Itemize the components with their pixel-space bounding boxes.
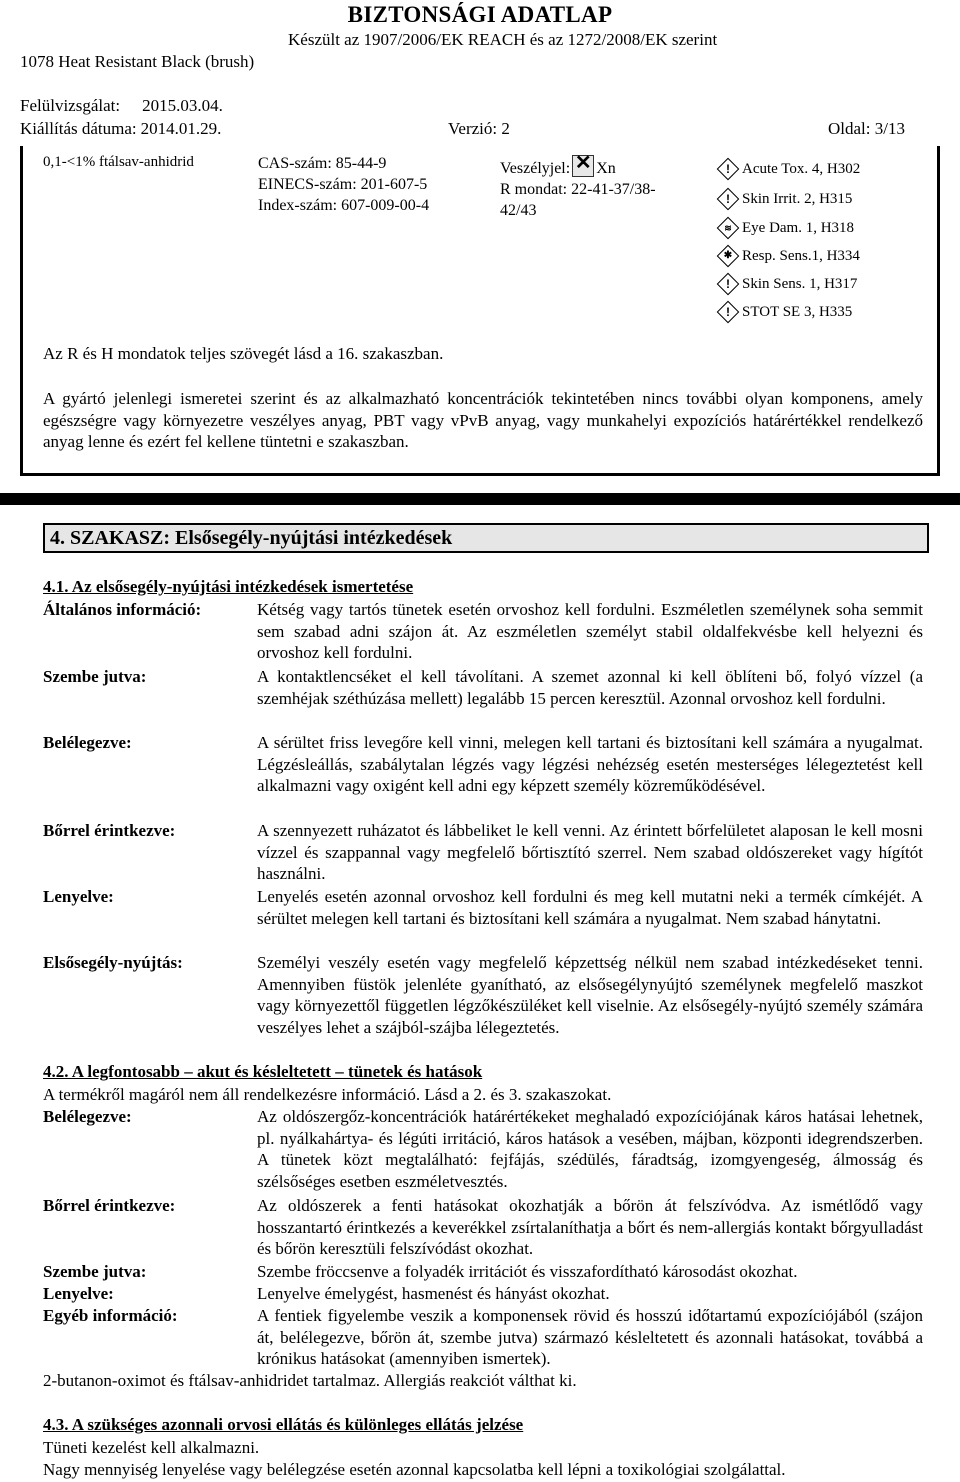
component-ids [258,153,429,216]
frame-left-border [20,146,23,476]
subsection-4-2-heading: 4.2. A legfontosabb – akut és késleltetett – tünetek és hatások [43,1062,483,1081]
subsection-4-3-line2: Nagy mennyiség lenyelése vagy belélegzése esetén azonnal kapcsolatba kell lépni a toxikológiai szolgálattal. [43,1460,786,1479]
item-text: A szennyezett ruházatot és lábbeliket le kell venni. Az érintett bőrfelületet alaposan le kell mosni vízzel és szappannal vagy megfelelő bőrtisztító szerrel. Nem szabad oldószereket vagy hígítót használni. [257,821,923,883]
classification-text: Skin Irrit. 2, H315 [742,190,853,207]
item-text: A fentiek figyelembe veszik a komponensek rövid és hosszú időtartamú expozíciójából (szájon át, belélegezve, bőrön át, szembe jutva) származó késleltetett és azonnali hatásokat, továbbá a krónikus hatásokat (amennyiben ismertek). [257,1306,923,1368]
item-text: A sérültet friss levegőre kell vinni, melegen kell tartani és biztosítani kell számára a nyugalmat. Légzésleállás, szabálytalan légzés vagy légzési nehézség esetén mesterséges lélegeztetést kell alkalmazni vagy oxigént kell adni egy képzett személy közreműködésével. [257,733,923,795]
item-label: Lenyelve: [43,1284,114,1303]
classification-row [720,270,857,298]
product-name: 1078 Heat Resistant Black (brush) [20,52,255,71]
exclamation-icon: ! [717,301,740,324]
hazard-symbol: Xn [596,160,616,177]
item-label: Szembe jutva: [43,1262,147,1281]
harmful-x-icon: ✕ [572,155,594,177]
revision-value: 2015.03.04. [142,96,223,115]
r-h-phrases-note: Az R és H mondatok teljes szövegét lásd a 16. szakaszban. [43,344,444,363]
item-label: Szembe jutva: [43,667,147,686]
classification-text: Skin Sens. 1, H317 [742,275,858,292]
item-text: Lenyelve émelygést, hasmenést és hányást okozhat. [257,1284,610,1303]
component-name: 0,1-<1% ftálsav-anhidrid [43,154,194,170]
item-text: Szembe fröccsenve a folyadék irritációt és visszafordítható károsodást okozhat. [257,1262,798,1281]
exclamation-icon: ! [717,158,740,181]
r-phrase-line2: 42/43 [500,202,537,219]
version: Verzió: 2 [448,119,510,138]
exclamation-icon: ! [717,273,740,296]
section-separator [0,493,960,505]
issue-value: 2014.01.29. [140,119,222,138]
frame-bottom-border [20,473,940,476]
item-label: Belélegezve: [43,733,132,752]
issue-label: Kiállítás dátuma: [20,119,137,138]
regulation-subtitle: Készült az 1907/2006/EK REACH és az 1272/2008/EK szerint [288,30,718,49]
classification-text: Eye Dam. 1, H318 [742,219,855,236]
item-text: Lenyelés esetén azonnal orvoshoz kell fordulni és meg kell mutatni neki a termék címkéjét. A sérültet melegen kell tartani és biztosítani kell számára a nyugalmat. Nem szabad hánytatni. [257,887,923,928]
subsection-4-3-heading: 4.3. A szükséges azonnali orvosi ellátás és különleges ellátás jelzése [43,1415,524,1434]
cas-number: CAS-szám: 85-44-9 [258,155,387,172]
classification-row [720,214,854,242]
classification-row [720,155,860,183]
classification-row [720,185,852,213]
exclamation-icon: ! [717,188,740,211]
item-label: Lenyelve: [43,887,114,906]
revision-date [20,96,223,116]
subsection-4-3-line1: Tüneti kezelést kell alkalmazni. [43,1438,260,1457]
item-text: Az oldószerek a fenti hatásokat okozhatják a bőrön át felszívódva. Az ismétlődő vagy hosszantartó érintkezés a keverékkel zsírtalaníthatja a bőrt és nem-allergiás kontakt bőrgyulladást és bőrön keresztüli felszívódást okozhat. [257,1196,923,1258]
item-label: Belélegezve: [43,1107,132,1126]
item-label: Egyéb információ: [43,1306,178,1325]
item-label: Általános információ: [43,600,202,619]
einecs-number: EINECS-szám: 201-607-5 [258,176,428,193]
allergy-note: 2-butanon-oximot és ftálsav-anhidridet tartalmaz. Allergiás reakciót válthat ki. [43,1371,577,1390]
health-hazard-icon: ✱ [717,245,740,268]
hazard-label: Veszélyjel: [500,160,571,177]
item-text: Személyi veszély esetén vagy megfelelő képzettség nélkül nem szabad intézkedéseket tenni. Amennyiben füstök jelenléte gyanítható, az elsősegélynyújtó személynek megfelelő maszkot vagy környezettől független légzőkészüléket kell viselnie. Az elsősegély-nyújtó személy számára veszélyes lehet a szájból-szájba lélegeztetés. [257,953,923,1037]
classification-text: STOT SE 3, H335 [742,303,853,320]
index-number: Index-szám: 607-009-00-4 [258,197,430,214]
item-label: Bőrrel érintkezve: [43,1196,176,1215]
classification-text: Resp. Sens.1, H334 [742,247,860,264]
frame-right-border [937,146,940,476]
section-4-title: 4. SZAKASZ: Elsősegély-nyújtási intézkedések [50,527,453,549]
item-text: Kétség vagy tartós tünetek esetén orvoshoz kell fordulni. Eszméletlen személynek soha semmit sem szabad adni szájon át. Az eszméletlen személyt stabil oldalfekvésbe kell helyezni és orvoshoz kell fordulni. [257,600,923,662]
revision-label: Felülvizsgálat: [20,96,121,115]
hazard-info [500,152,656,221]
issue-date [20,119,221,139]
classification-text: Acute Tox. 4, H302 [742,160,861,177]
corrosion-icon: ≋ [717,217,740,240]
classification-row [720,242,860,270]
subsection-4-2-intro: A termékről magáról nem áll rendelkezésre információ. Lásd a 2. és 3. szakaszokat. [43,1085,612,1104]
classification-row [720,298,852,326]
item-label: Bőrrel érintkezve: [43,821,176,840]
item-label: Elsősegély-nyújtás: [43,953,183,972]
document-title: BIZTONSÁGI ADATLAP [347,2,613,27]
manufacturer-note: A gyártó jelenlegi ismeretei szerint és az alkalmazható koncentrációk tekintetében nincs további olyan komponens, amely egészségre vagy környezetre veszélyes anyag, PBT vagy vPvB anyag, vagy munkahelyi expozíciós határértékkel rendelkező anyag lenne és ezért fel kellene tüntetni e szakaszban. [43,389,923,451]
item-text: Az oldószergőz-koncentrációk határértékeket meghaladó expozíciójának káros hatásai lehetnek, pl. nyálkahártya- és légúti irritáció, káros hatások a vesében, májban, központi idegrendszerben. A tünetek közt megtalálható: fejfájás, szédülés, fáradtság, izomgyengeség, álmosság és szélsőséges esetben eszméletvesztés. [257,1107,923,1191]
subsection-4-1-heading: 4.1. Az elsősegély-nyújtási intézkedések ismertetése [43,577,414,596]
item-text: A kontaktlencséket el kell távolítani. A szemet azonnal ki kell öblíteni bő, folyó vízzel (a szemhéjak széthúzása mellett) legalább 15 percen keresztül. Azonnal orvoshoz kell fordulni. [257,667,923,708]
r-phrase-line1: R mondat: 22-41-37/38- [500,181,656,198]
page-number: Oldal: 3/13 [828,119,905,138]
